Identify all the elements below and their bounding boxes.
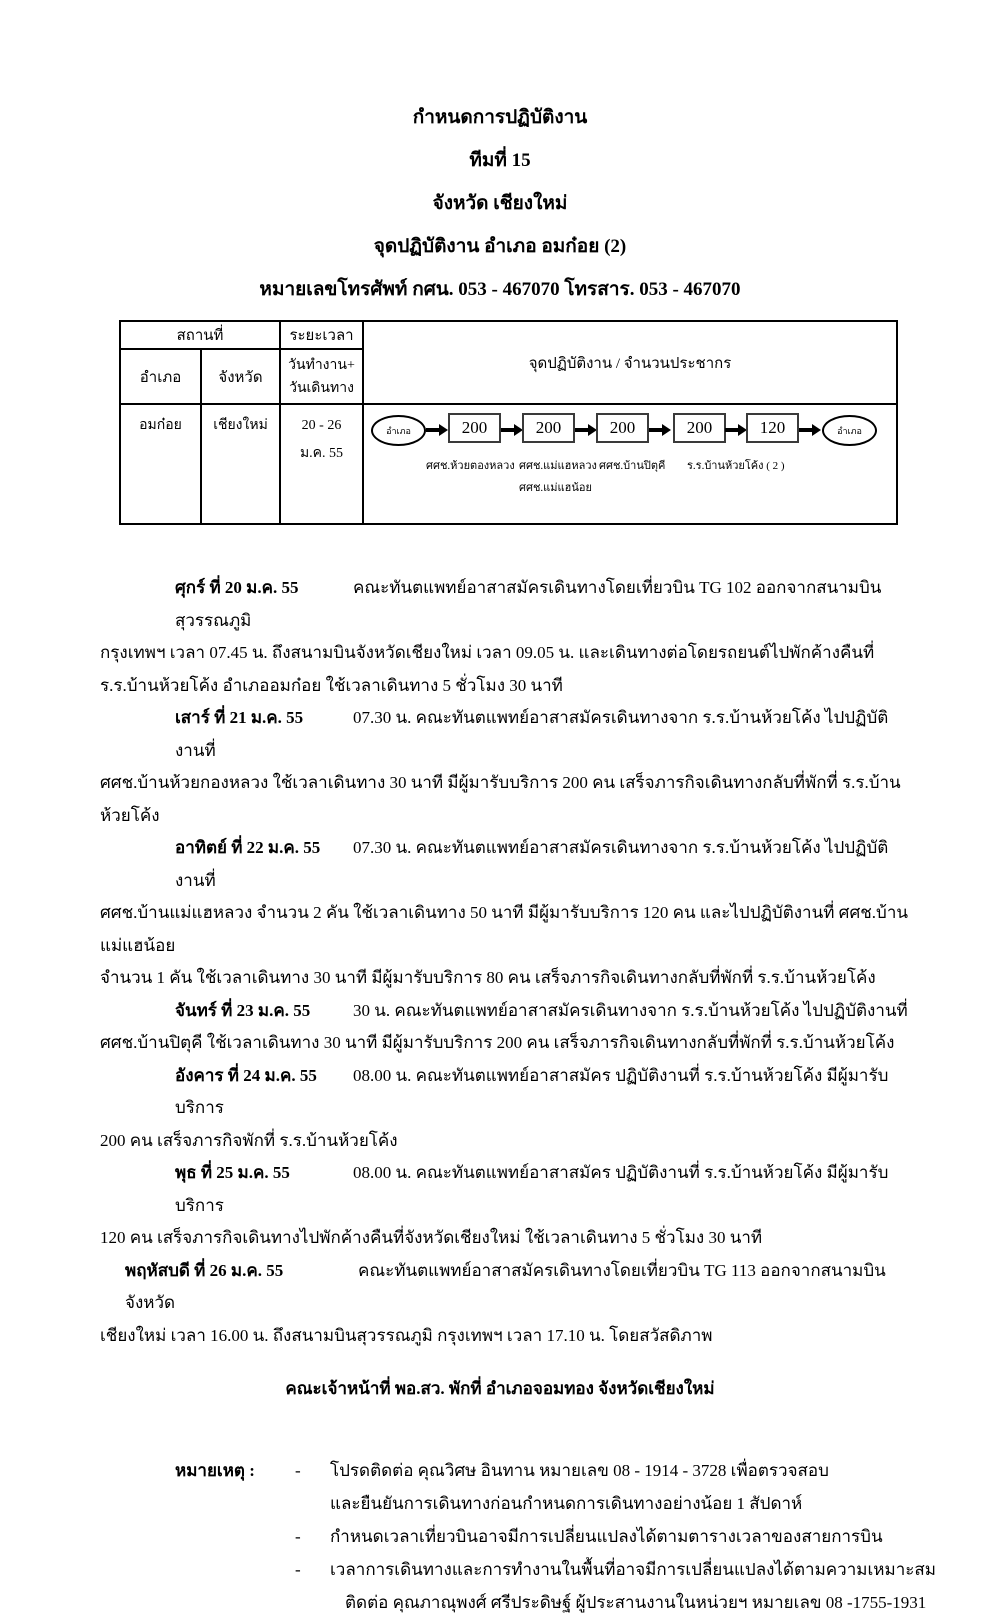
province-line: จังหวัด เชียงใหม่ xyxy=(432,193,568,214)
day-header: อาทิตย์ ที่ 22 ม.ค. 55 xyxy=(175,838,321,857)
entry-text: คณะทันตแพทย์อาสาสมัครเดินทางโดยเที่ยวบิน TG 113 ออกจากสนามบินจังหวัด xyxy=(125,1260,886,1312)
entry-text: เชียงใหม่ เวลา 16.00 น. ถึงสนามบินสุวรรณภูมิ กรุงเทพฯ เวลา 17.10 น. โดยสวัสดิภาพ xyxy=(100,1325,713,1345)
day-header: ศุกร์ ที่ 20 ม.ค. 55 xyxy=(175,578,299,597)
bullet-dash: - xyxy=(295,1560,301,1579)
header-duration: ระยะเวลา xyxy=(281,322,364,350)
flow-site-label: ศศช.ห้วยตองหลวง xyxy=(426,460,515,472)
note-text: กำหนดเวลาเที่ยวบินอาจมีการเปลี่ยนแปลงได้ตามตารางเวลาของสายการบิน xyxy=(330,1527,883,1546)
arrow-right-icon xyxy=(649,424,671,436)
cell-dates-value xyxy=(281,405,364,523)
day-header: พุธ ที่ 25 ม.ค. 55 xyxy=(175,1163,290,1182)
arrow-right-icon xyxy=(426,424,448,436)
flow-start-oval: อำเภอ xyxy=(371,415,426,446)
dates-line2: ม.ค. 55 xyxy=(299,446,344,461)
note-text: เวลาการเดินทางและการทำงานในพื้นที่อาจมีการเปลี่ยนแปลงได้ตามความเหมาะสม xyxy=(330,1560,936,1579)
operation-point-line: จุดปฏิบัติงาน อำเภอ อมก๋อย (2) xyxy=(373,236,627,257)
bullet-dash: - xyxy=(295,1461,301,1480)
note-line: และยืนยันการเดินทางก่อนกำหนดการเดินทางอย่างน้อย 1 สัปดาห์ xyxy=(330,1494,803,1513)
flow-node-population: 120 xyxy=(746,413,799,443)
notes-section xyxy=(100,1454,940,1619)
note-line xyxy=(100,1553,940,1586)
document-title: กำหนดการปฏิบัติงาน xyxy=(412,107,588,128)
flow-site-label: ศศช.บ้านปิตุคี xyxy=(599,460,666,472)
flow-node-population: 200 xyxy=(522,413,575,443)
note-text: โปรดติดต่อ คุณวิศษ อินทาน หมายเลข 08 - 1914 - 3728 เพื่อตรวจสอบ xyxy=(330,1461,829,1480)
arrow-right-icon xyxy=(501,424,523,436)
entry-text: 200 คน เสร็จภารกิจพักที่ ร.ร.บ้านห้วยโค้ง xyxy=(100,1130,398,1150)
note-line xyxy=(100,1520,940,1553)
staff-accommodation-note: คณะเจ้าหน้าที่ พอ.สว. พักที่ อำเภอจอมทอง จังหวัดเชียงใหม่ xyxy=(285,1379,715,1398)
arrow-right-icon xyxy=(575,424,597,436)
flow-site-label: ร.ร.บ้านห้วยโค้ง ( 2 ) xyxy=(687,460,785,472)
schedule-entry-wednesday xyxy=(100,1157,915,1255)
entry-text: ศศช.บ้านห้วยกองหลวง ใช้เวลาเดินทาง 30 นาที มีผู้มารับบริการ 200 คน เสร็จภารกิจเดินทางกลับที่พักที่ ร.ร.บ้านห้วยโค้ง xyxy=(100,773,901,825)
arrow-right-icon xyxy=(799,424,821,436)
schedule-table xyxy=(119,320,898,525)
notes-heading: หมายเหตุ : xyxy=(175,1461,255,1480)
note-line xyxy=(100,1454,940,1487)
schedule-entry-sunday xyxy=(100,832,915,995)
schedule-entry-friday xyxy=(100,572,915,702)
daily-schedule xyxy=(100,572,915,1352)
schedule-entry-thursday xyxy=(100,1255,915,1353)
entry-text: ศศช.บ้านปิตุคี ใช้เวลาเดินทาง 30 นาที มีผู้มารับบริการ 200 คน เสร็จภารกิจเดินทางกลับที่พักที่ ร.ร.บ้านห้วยโค้ง xyxy=(100,1033,895,1052)
note-line: ติดต่อ คุณภาณุพงศ์ ศรีประดิษฐ์ ผู้ประสานงานในหน่วยฯ หมายเลข 08 -1755-1931 xyxy=(345,1593,927,1612)
schedule-entry-saturday xyxy=(100,702,915,832)
entry-text: 30 น. คณะทันตแพทย์อาสาสมัครเดินทางจาก ร.ร.บ้านห้วยโค้ง ไปปฏิบัติงานที่ xyxy=(353,1000,908,1020)
schedule-entry-monday xyxy=(100,995,915,1060)
entry-text: ศศช.บ้านแม่แฮหลวง จำนวน 2 คัน ใช้เวลาเดินทาง 50 นาที มีผู้มารับบริการ 120 คน และไปปฏิบัติงานที่ ศศช.บ้านแม่แฮน้อย xyxy=(100,903,908,955)
header-district: อำเภอ xyxy=(121,350,202,405)
cell-province-value: เชียงใหม่ xyxy=(202,405,281,523)
header-workdays xyxy=(281,350,364,405)
title-block xyxy=(0,0,1000,311)
entry-text: 08.00 น. คณะทันตแพทย์อาสาสมัคร ปฏิบัติงานที่ ร.ร.บ้านห้วยโค้ง มีผู้มารับบริการ xyxy=(175,1163,889,1215)
entry-text: 120 คน เสร็จภารกิจเดินทางไปพักค้างคืนที่จังหวัดเชียงใหม่ ใช้เวลาเดินทาง 5 ชั่วโมง 30 นาที xyxy=(100,1228,763,1247)
flow-diagram xyxy=(364,405,896,523)
phone-line: หมายเลขโทรศัพท์ กศน. 053 - 467070 โทรสาร. 053 - 467070 xyxy=(259,279,741,300)
flow-site-label: ศศช.แม่แฮหลวง xyxy=(519,460,597,472)
day-header: พฤหัสบดี ที่ 26 ม.ค. 55 xyxy=(125,1260,284,1280)
entry-text: กรุงเทพฯ เวลา 07.45 น. ถึงสนามบินจังหวัดเชียงใหม่ เวลา 09.05 น. และเดินทางต่อโดยรถยนต์ไปพักค้างคืนที่ xyxy=(100,643,875,662)
flow-site-label: ศศช.แม่แฮน้อย xyxy=(519,482,592,494)
header-province: จังหวัด xyxy=(202,350,281,405)
bullet-dash: - xyxy=(295,1527,301,1546)
entry-text: จำนวน 1 คัน ใช้เวลาเดินทาง 30 นาที มีผู้มารับบริการ 80 คน เสร็จภารกิจเดินทางกลับที่พักที่ ร.ร.บ้านห้วยโค้ง xyxy=(100,968,876,987)
cell-district-value: อมก๋อย xyxy=(121,405,202,523)
day-header: เสาร์ ที่ 21 ม.ค. 55 xyxy=(175,708,304,727)
entry-text: ร.ร.บ้านห้วยโค้ง อำเภออมก๋อย ใช้เวลาเดินทาง 5 ชั่วโมง 30 นาที xyxy=(100,675,563,695)
flow-node-population: 200 xyxy=(673,413,726,443)
schedule-entry-tuesday xyxy=(100,1060,915,1158)
entry-text: 08.00 น. คณะทันตแพทย์อาสาสมัคร ปฏิบัติงานที่ ร.ร.บ้านห้วยโค้ง มีผู้มารับบริการ xyxy=(175,1065,889,1117)
header-workdays-line1: วันทำงาน+ xyxy=(288,357,355,373)
team-number: ทีมที่ 15 xyxy=(469,150,531,171)
dates-line1: 20 - 26 xyxy=(301,418,342,433)
entry-text: คณะทันตแพทย์อาสาสมัครเดินทางโดยเที่ยวบิน TG 102 ออกจากสนามบินสุวรรณภูมิ xyxy=(175,578,882,630)
arrow-right-icon xyxy=(725,424,747,436)
flow-end-oval: อำเภอ xyxy=(822,415,877,446)
entry-text: 07.30 น. คณะทันตแพทย์อาสาสมัครเดินทางจาก ร.ร.บ้านห้วยโค้ง ไปปฏิบัติงานที่ xyxy=(175,708,889,760)
header-location: สถานที่ xyxy=(121,322,281,350)
header-workdays-line2: วันเดินทาง xyxy=(289,380,354,396)
flow-node-population: 200 xyxy=(596,413,649,443)
flow-node-population: 200 xyxy=(448,413,501,443)
day-header: อังคาร ที่ 24 ม.ค. 55 xyxy=(175,1065,317,1085)
header-operation-points: จุดปฏิบัติงาน / จำนวนประชากร xyxy=(364,322,896,405)
entry-text: 07.30 น. คณะทันตแพทย์อาสาสมัครเดินทางจาก ร.ร.บ้านห้วยโค้ง ไปปฏิบัติงานที่ xyxy=(175,838,889,890)
day-header: จันทร์ ที่ 23 ม.ค. 55 xyxy=(175,1000,311,1020)
